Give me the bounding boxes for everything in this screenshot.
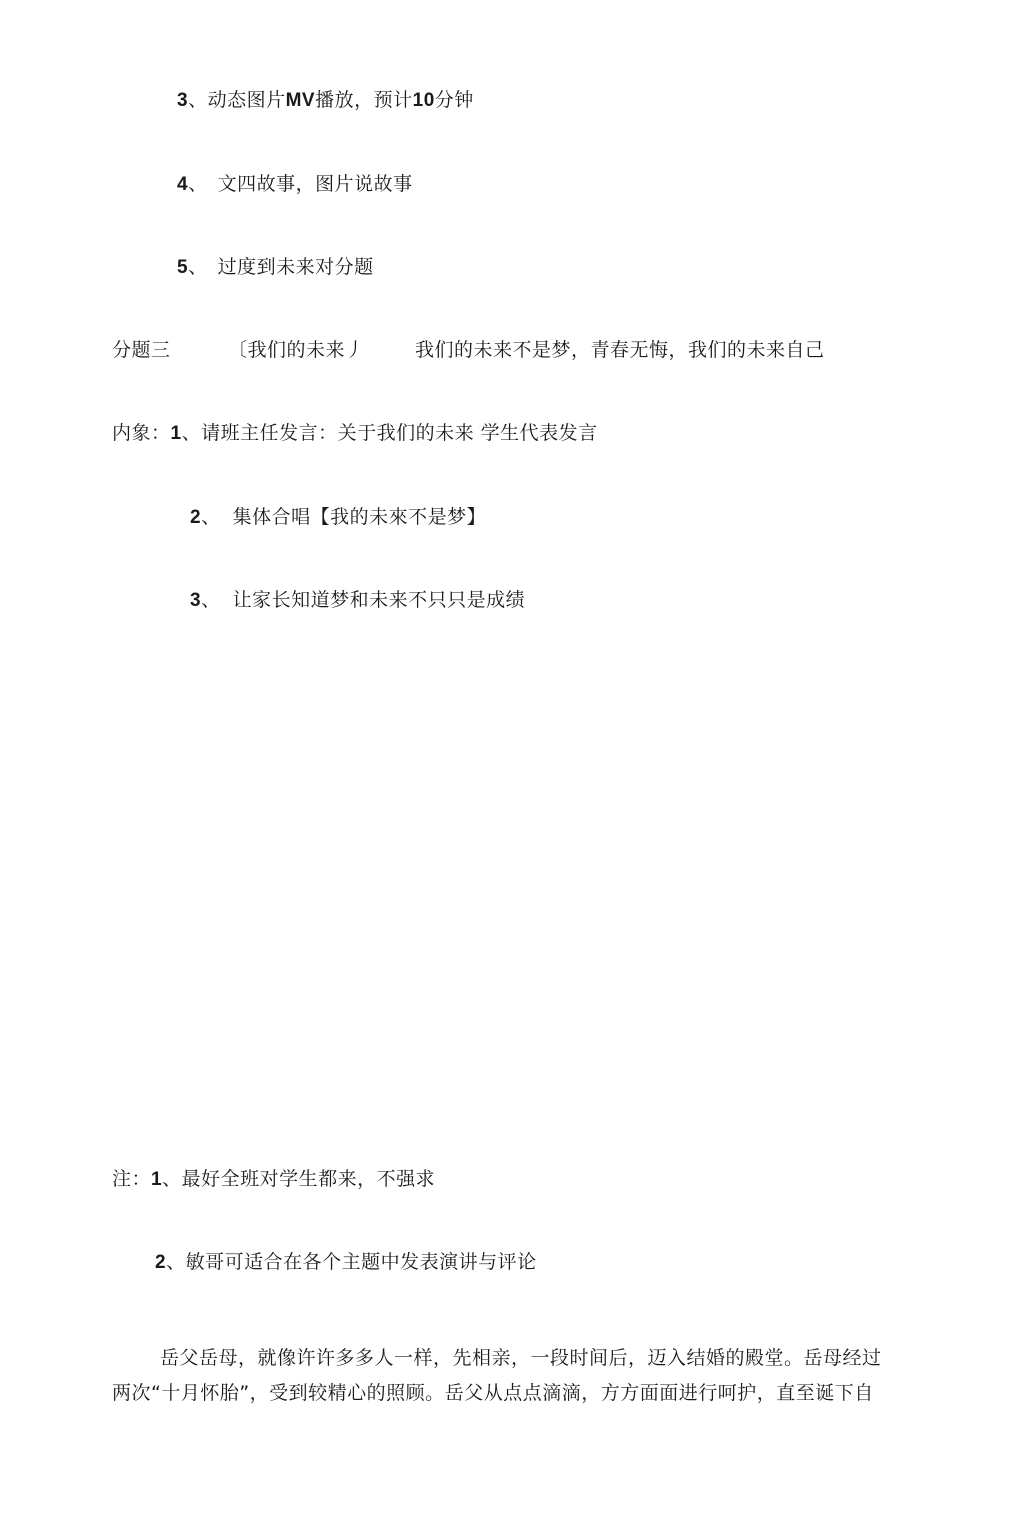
note-label: 注：: [112, 1168, 152, 1190]
item-text: 过度到未来对分题: [217, 256, 374, 278]
topic-label: 分题三: [112, 339, 171, 361]
item-number: 3: [177, 90, 189, 111]
item-separator: 、: [188, 89, 208, 111]
content-item: [190, 588, 525, 613]
item-separator: 、: [188, 173, 208, 195]
list-item: [177, 255, 374, 280]
item-text: 文四故事，图片说故事: [217, 173, 413, 195]
topic-title: 〔我们的未来丿: [228, 339, 365, 361]
item-text: 、敏哥可适合在各个主题中发表演讲与评论: [166, 1251, 537, 1273]
topic-slogan: 我们的未来不是梦，青春无悔，我们的未来自己: [415, 339, 825, 361]
topic-heading: [112, 338, 171, 362]
item-text: 让家长知道梦和未来不只只是成绩: [232, 589, 526, 611]
item-number: 1: [170, 423, 182, 444]
note-item: [112, 1167, 435, 1192]
item-number: 3: [190, 590, 202, 611]
item-number: 2: [155, 1252, 167, 1273]
item-text: 集体合唱【我的未來不是梦】: [232, 506, 487, 528]
list-item: [177, 172, 413, 197]
item-separator: 、: [201, 506, 221, 528]
content-label: 内象：: [112, 422, 171, 444]
item-text: 分钟: [434, 89, 474, 111]
item-separator: 、: [201, 589, 221, 611]
paragraph-line: 岳父岳母，就像许许多多人一样，先相亲，一段时间后，迈入结婚的殿堂。岳母经过: [160, 1347, 882, 1369]
note-item: [155, 1250, 537, 1275]
item-text: 播放，预计: [315, 89, 413, 111]
item-number: 1: [151, 1169, 163, 1190]
item-number: 2: [190, 507, 202, 528]
content-item: [190, 505, 486, 530]
item-text-bold: MV: [285, 90, 316, 111]
list-item: [177, 88, 474, 113]
item-text: 、最好全班对学生都来，不强求: [162, 1168, 436, 1190]
item-text-bold: 10: [412, 90, 435, 111]
item-text: 、请班主任发言：关于我们的未来 学生代表发言: [181, 422, 598, 444]
content-item: [112, 421, 598, 446]
item-separator: 、: [188, 256, 208, 278]
item-text: 动态图片: [207, 89, 286, 111]
paragraph-line: 两次“十月怀胎”，受到较精心的照顾。岳父从点点滴滴，方方面面进行呵护，直至诞下自: [112, 1382, 874, 1404]
item-number: 4: [177, 174, 189, 195]
item-number: 5: [177, 257, 189, 278]
